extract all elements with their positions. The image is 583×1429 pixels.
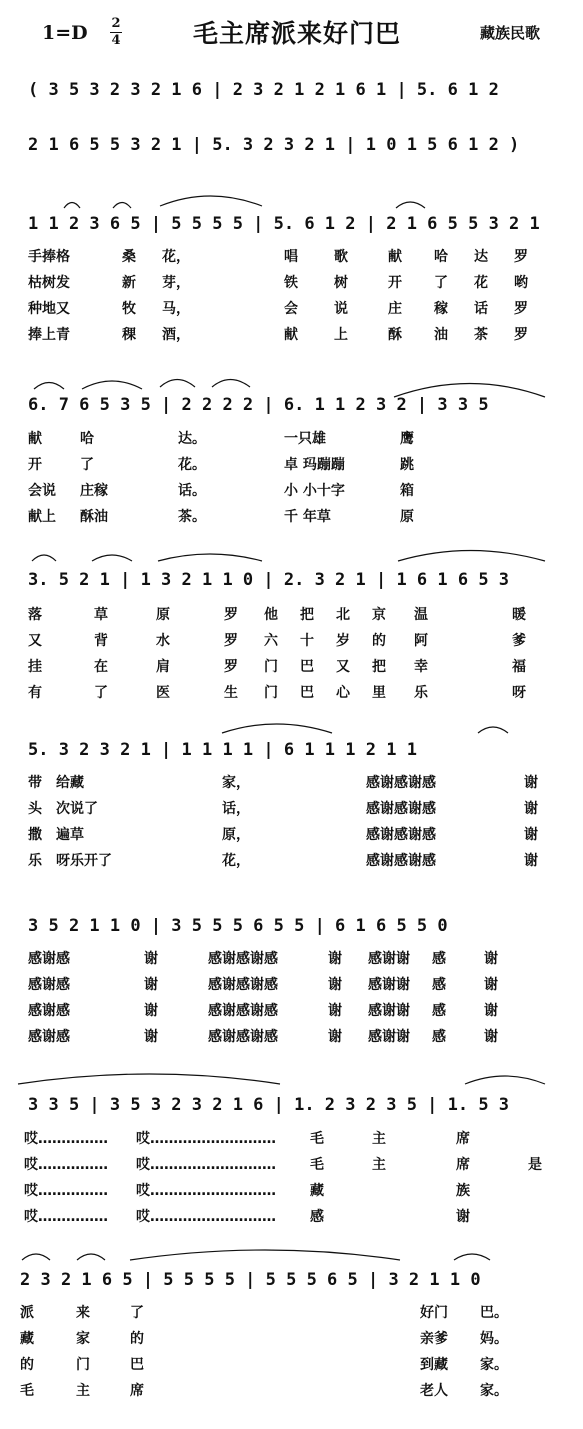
- lyric-syllable: 妈。: [480, 1331, 508, 1347]
- lyric-syllable: 带: [28, 775, 42, 791]
- lyric-syllable: 阿: [414, 633, 428, 649]
- lyric-syllable: 落: [28, 607, 42, 623]
- lyric-syllable: 乐: [28, 853, 42, 869]
- lyric-syllable: 哎……………: [24, 1183, 108, 1199]
- lyric-syllable: 门: [76, 1357, 90, 1373]
- lyric-syllable: 感谢感: [28, 951, 70, 967]
- lyric-syllable: 他: [264, 607, 278, 623]
- lyric-syllable: 毛: [310, 1131, 324, 1147]
- lyric-syllable: 谢: [524, 801, 538, 817]
- lyric-syllable: 心: [336, 685, 350, 701]
- lyric-syllable: 北: [336, 607, 350, 623]
- lyric-syllable: 感谢感谢感: [208, 1029, 278, 1045]
- song-title: 毛主席派来好门巴: [193, 19, 402, 48]
- lyric-syllable: 温: [414, 607, 428, 623]
- lyric-syllable: 乐: [414, 685, 428, 701]
- lyric-syllable: 的: [372, 633, 386, 649]
- lyric-syllable: 哎………………………: [136, 1157, 276, 1173]
- lyric-syllable: 好门: [420, 1305, 448, 1321]
- score-line-3: 1 1 2 3 6 5 | 5 5 5 5 | 5. 6 1 2 | 2 1 6 5 5 3 2 1: [28, 214, 540, 234]
- lyric-syllable: 了: [94, 685, 108, 701]
- lyric-syllable: 爹: [512, 633, 526, 649]
- lyric-syllable: 话。: [178, 483, 206, 499]
- lyric-syllable: 医: [156, 685, 170, 701]
- lyric-syllable: 谢: [144, 951, 158, 967]
- lyric-syllable: 罗: [224, 607, 238, 623]
- song-genre: 藏族民歌: [480, 24, 541, 42]
- lyric-syllable: 又: [28, 633, 42, 649]
- lyric-syllable: 感谢感谢感: [208, 1003, 278, 1019]
- lyric-syllable: 罗: [514, 249, 528, 265]
- lyric-syllable: 花，: [162, 249, 190, 265]
- meter-bottom: 4: [111, 33, 121, 48]
- lyric-syllable: 族: [456, 1183, 470, 1199]
- slur-arc: [160, 380, 195, 388]
- lyric-syllable: 芽，: [162, 275, 190, 291]
- lyric-syllable: 里: [372, 685, 386, 701]
- lyric-syllable: 庄: [388, 301, 402, 317]
- lyric-syllable: 鹰: [400, 431, 414, 447]
- lyric-syllable: 话，: [222, 801, 250, 817]
- lyric-syllable: 暖: [512, 607, 526, 623]
- lyric-syllable: 亲爹: [420, 1331, 448, 1347]
- slur-arc: [465, 1076, 545, 1084]
- lyric-syllable: 花。: [178, 457, 206, 473]
- lyric-syllable: 感谢谢: [368, 977, 410, 993]
- lyric-syllable: 谢: [456, 1209, 470, 1225]
- lyric-syllable: 肩: [156, 659, 170, 675]
- lyric-syllable: 把: [300, 607, 314, 623]
- lyric-syllable: 新: [122, 275, 136, 291]
- slur-arc: [478, 727, 508, 733]
- lyric-syllable: 老人: [420, 1383, 448, 1399]
- lyric-syllable: 感谢感谢感: [366, 775, 436, 791]
- lyric-syllable: 铁: [284, 275, 298, 291]
- lyric-syllable: 生: [224, 685, 238, 701]
- lyric-syllable: 撒: [28, 827, 42, 843]
- score-line-4: 6. 7 6 5 3 5 | 2 2 2 2 | 6. 1 1 2 3 2 | 3 3 5: [28, 395, 489, 415]
- lyric-syllable: 巴: [300, 659, 314, 675]
- slur-arc: [18, 1074, 280, 1084]
- lyric-syllable: 的: [20, 1357, 34, 1373]
- slur-arc: [113, 203, 131, 209]
- lyric-syllable: 巴: [300, 685, 314, 701]
- slur-arc: [34, 383, 64, 390]
- lyric-syllable: 会说: [28, 483, 56, 499]
- score-line-7: 3 5 2 1 1 0 | 3 5 5 5 6 5 5 | 6 1 6 5 5 0: [28, 916, 448, 936]
- lyric-syllable: 次说了: [56, 801, 98, 817]
- slur-arc: [160, 196, 262, 206]
- lyric-syllable: 水: [156, 633, 170, 649]
- lyric-syllable: 感: [432, 977, 446, 993]
- lyric-syllable: 茶: [474, 327, 488, 343]
- lyric-syllable: 哎………………………: [136, 1131, 276, 1147]
- lyric-syllable: 来: [76, 1305, 90, 1321]
- lyric-syllable: 福: [512, 659, 526, 675]
- lyric-syllable: 主: [372, 1157, 386, 1173]
- lyric-syllable: 罗: [514, 301, 528, 317]
- lyric-syllable: 谢: [328, 951, 342, 967]
- lyric-syllable: 席: [456, 1157, 470, 1173]
- lyric-syllable: 话: [474, 301, 488, 317]
- lyric-syllable: 哈: [434, 249, 448, 265]
- lyric-syllable: 幸: [414, 659, 428, 675]
- lyric-syllable: 谢: [484, 1003, 498, 1019]
- lyric-syllable: 席: [456, 1131, 470, 1147]
- lyric-syllable: 的: [130, 1331, 144, 1347]
- lyric-syllable: 献: [284, 327, 298, 343]
- lyric-syllable: 是: [528, 1157, 542, 1173]
- lyric-syllable: 歌: [334, 249, 348, 265]
- lyric-syllable: 箱: [400, 483, 414, 499]
- lyric-syllable: 卓 玛蹦蹦: [284, 457, 345, 473]
- lyric-syllable: 呀: [512, 685, 526, 701]
- lyric-syllable: 献: [388, 249, 402, 265]
- lyric-syllable: 原: [400, 509, 414, 525]
- lyric-syllable: 说: [334, 301, 348, 317]
- lyric-syllable: 哎……………: [24, 1157, 108, 1173]
- lyric-syllable: 达: [474, 249, 488, 265]
- score-line-5: 3. 5 2 1 | 1 3 2 1 1 0 | 2. 3 2 1 | 1 6 1 6 5 3: [28, 570, 510, 590]
- lyric-syllable: 谢: [524, 827, 538, 843]
- lyric-syllable: 谢: [328, 1003, 342, 1019]
- lyric-syllable: 枯树发: [28, 275, 70, 291]
- lyric-syllable: 了: [130, 1305, 144, 1321]
- lyric-syllable: 树: [334, 275, 348, 291]
- slur-arc: [77, 1254, 105, 1260]
- lyric-syllable: 十: [300, 633, 314, 649]
- lyric-syllable: 主: [76, 1383, 90, 1399]
- lyric-syllable: 酥: [388, 327, 402, 343]
- lyric-syllable: 草: [94, 607, 108, 623]
- lyric-syllable: 哈: [80, 431, 94, 447]
- lyric-syllable: 感: [432, 1029, 446, 1045]
- lyric-syllable: 稞: [122, 327, 136, 343]
- lyric-syllable: 门: [264, 685, 278, 701]
- lyric-syllable: 达。: [178, 431, 206, 447]
- lyric-syllable: 哟: [514, 275, 528, 291]
- lyric-syllable: 一只雄: [284, 431, 326, 447]
- slur-arc: [64, 203, 80, 209]
- lyric-syllable: 毛: [310, 1157, 324, 1173]
- lyric-syllable: 手捧格: [28, 249, 70, 265]
- score-line-intro-2: 2 1 6 5 5 3 2 1 | 5. 3 2 3 2 1 | 1 0 1 5 6 1 2 ): [28, 135, 520, 155]
- lyric-syllable: 挂: [28, 659, 42, 675]
- lyric-syllable: 头: [28, 801, 42, 817]
- lyric-syllable: 感谢谢: [368, 951, 410, 967]
- lyric-syllable: 把: [372, 659, 386, 675]
- lyric-syllable: 感谢感谢感: [366, 853, 436, 869]
- lyric-syllable: 小 小十字: [284, 483, 345, 499]
- lyric-syllable: 感谢感谢感: [208, 977, 278, 993]
- slur-arc: [158, 554, 262, 561]
- lyric-syllable: 感: [310, 1209, 324, 1225]
- lyric-syllable: 茶。: [178, 509, 206, 525]
- slur-arc: [22, 1254, 50, 1260]
- lyric-syllable: 罗: [224, 633, 238, 649]
- lyric-syllable: 呀乐开了: [56, 853, 112, 869]
- lyric-syllable: 捧上青: [28, 327, 70, 343]
- lyric-syllable: 油: [434, 327, 448, 343]
- lyric-syllable: 席: [130, 1383, 144, 1399]
- lyric-syllable: 到藏: [420, 1357, 448, 1373]
- lyric-syllable: 感: [432, 1003, 446, 1019]
- lyric-syllable: 感谢谢: [368, 1029, 410, 1045]
- score-line-9: 2 3 2 1 6 5 | 5 5 5 5 | 5 5 5 6 5 | 3 2 1 1 0: [20, 1270, 481, 1290]
- lyric-syllable: 千 年草: [284, 509, 331, 525]
- lyric-syllable: 又: [336, 659, 350, 675]
- lyric-syllable: 哎……………: [24, 1131, 108, 1147]
- lyric-syllable: 谢: [484, 1029, 498, 1045]
- lyric-syllable: 牧: [122, 301, 136, 317]
- lyric-syllable: 谢: [144, 1029, 158, 1045]
- slur-arc: [222, 724, 332, 733]
- lyric-syllable: 哎……………: [24, 1209, 108, 1225]
- lyric-syllable: 感谢感谢感: [366, 801, 436, 817]
- lyric-syllable: 背: [94, 633, 108, 649]
- lyric-syllable: 谢: [144, 1003, 158, 1019]
- lyric-syllable: 感谢感: [28, 1003, 70, 1019]
- lyric-syllable: 谢: [524, 853, 538, 869]
- lyric-syllable: 酥油: [80, 509, 108, 525]
- lyric-syllable: 巴: [130, 1357, 144, 1373]
- lyric-syllable: 感谢感: [28, 1029, 70, 1045]
- lyric-syllable: 花，: [222, 853, 250, 869]
- lyric-syllable: 有: [28, 685, 42, 701]
- lyric-syllable: 罗: [514, 327, 528, 343]
- slur-arc: [130, 1250, 400, 1260]
- lyric-syllable: 谢: [484, 977, 498, 993]
- lyric-syllable: 门: [264, 659, 278, 675]
- lyric-syllable: 派: [20, 1305, 34, 1321]
- lyric-syllable: 遍草: [56, 827, 84, 843]
- lyric-syllable: 感谢感谢感: [366, 827, 436, 843]
- slur-arc: [82, 381, 142, 389]
- lyric-syllable: 马，: [162, 301, 190, 317]
- lyric-syllable: 家: [76, 1331, 90, 1347]
- score-line-6: 5. 3 2 3 2 1 | 1 1 1 1 | 6 1 1 1 2 1 1: [28, 740, 417, 760]
- lyric-syllable: 谢: [144, 977, 158, 993]
- lyric-syllable: 献: [28, 431, 42, 447]
- lyric-syllable: 家，: [222, 775, 250, 791]
- lyric-syllable: 了: [434, 275, 448, 291]
- lyric-syllable: 岁: [336, 633, 350, 649]
- lyric-syllable: 京: [372, 607, 386, 623]
- score-line-8: 3 3 5 | 3 5 3 2 3 2 1 6 | 1. 2 3 2 3 5 | 1. 5 3: [28, 1095, 510, 1115]
- lyric-syllable: 感: [432, 951, 446, 967]
- lyric-syllable: 原，: [222, 827, 250, 843]
- lyric-syllable: 花: [474, 275, 488, 291]
- lyric-syllable: 感谢感: [28, 977, 70, 993]
- slur-arc: [212, 380, 250, 388]
- slur-arc: [92, 555, 132, 561]
- lyric-syllable: 桑: [122, 249, 136, 265]
- lyric-syllable: 哎………………………: [136, 1209, 276, 1225]
- lyric-syllable: 种地又: [28, 301, 70, 317]
- lyric-syllable: 谢: [328, 977, 342, 993]
- lyric-syllable: 主: [372, 1131, 386, 1147]
- lyric-syllable: 家。: [480, 1357, 508, 1373]
- lyric-syllable: 稼: [434, 301, 448, 317]
- lyric-syllable: 了: [80, 457, 94, 473]
- key-signature: 1=D: [42, 22, 88, 44]
- slur-arc: [398, 551, 545, 562]
- lyric-syllable: 罗: [224, 659, 238, 675]
- lyric-syllable: 藏: [20, 1331, 34, 1347]
- lyric-syllable: 上: [334, 327, 348, 343]
- lyric-syllable: 原: [156, 607, 170, 623]
- lyric-syllable: 谢: [524, 775, 538, 791]
- lyric-syllable: 藏: [310, 1183, 324, 1199]
- lyric-syllable: 开: [388, 275, 402, 291]
- lyric-syllable: 跳: [400, 457, 414, 473]
- lyric-syllable: 献上: [28, 509, 56, 525]
- slur-arc: [454, 1254, 490, 1260]
- lyric-syllable: 家。: [480, 1383, 508, 1399]
- lyric-syllable: 庄稼: [80, 483, 108, 499]
- lyric-syllable: 在: [94, 659, 108, 675]
- lyric-syllable: 六: [264, 633, 278, 649]
- lyric-syllable: 毛: [20, 1383, 34, 1399]
- slur-arc: [32, 555, 56, 561]
- lyric-syllable: 唱: [284, 249, 298, 265]
- score-line-intro-1: ( 3 5 3 2 3 2 1 6 | 2 3 2 1 2 1 6 1 | 5. 6 1 2: [28, 80, 499, 100]
- meter-top: 2: [111, 16, 121, 31]
- slur-arc: [396, 202, 425, 208]
- lyric-syllable: 酒，: [162, 327, 190, 343]
- lyric-syllable: 谢: [328, 1029, 342, 1045]
- lyric-syllable: 开: [28, 457, 42, 473]
- lyric-syllable: 巴。: [480, 1305, 508, 1321]
- lyric-syllable: 给藏: [56, 775, 84, 791]
- lyric-syllable: 感谢感谢感: [208, 951, 278, 967]
- lyric-syllable: 感谢谢: [368, 1003, 410, 1019]
- lyric-syllable: 哎………………………: [136, 1183, 276, 1199]
- lyric-syllable: 谢: [484, 951, 498, 967]
- lyric-syllable: 会: [284, 301, 298, 317]
